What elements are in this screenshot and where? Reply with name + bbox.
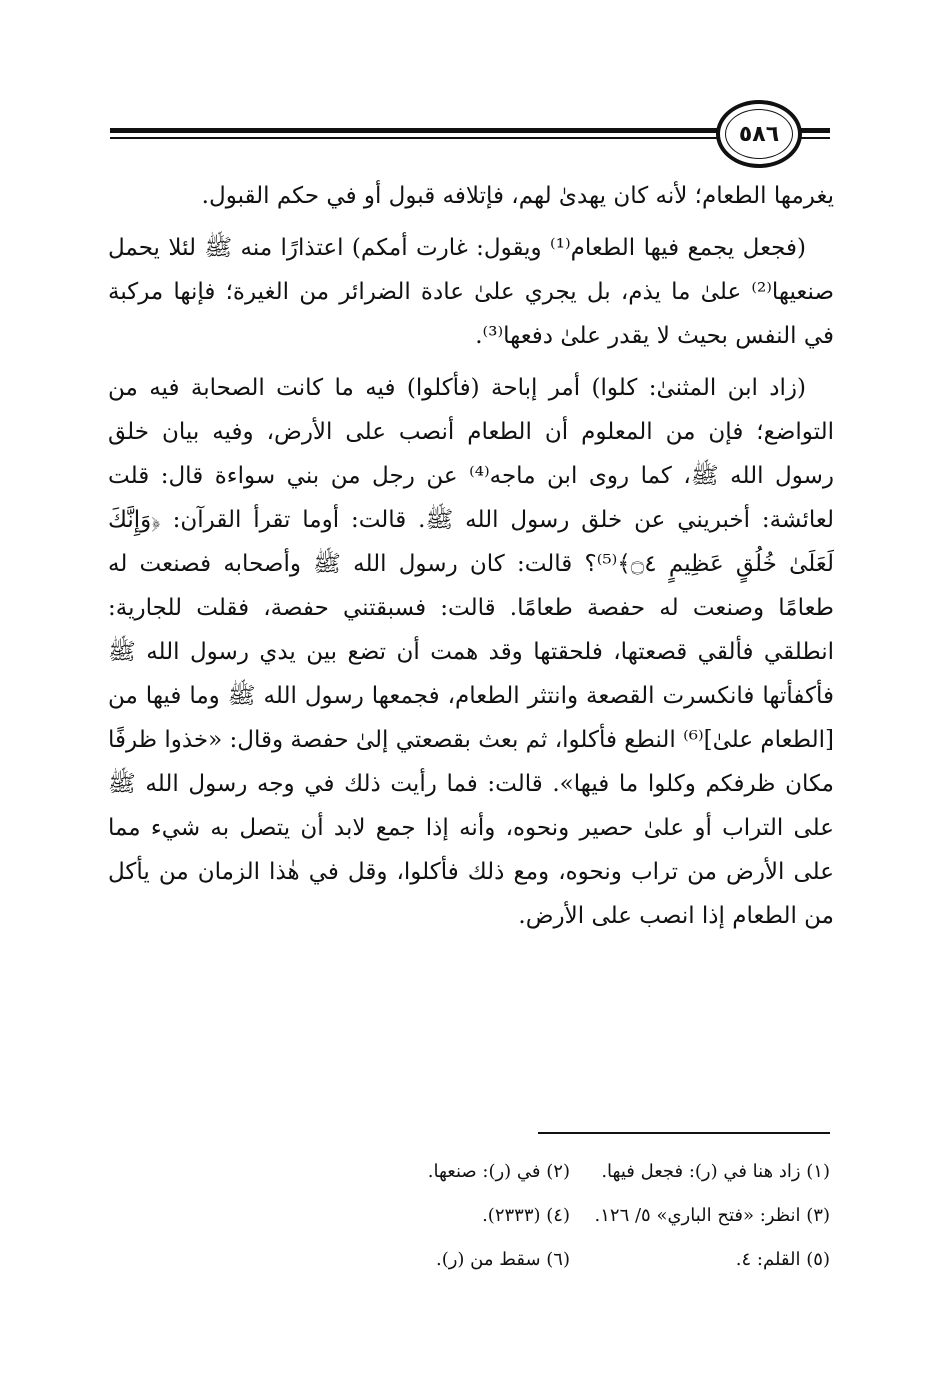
footnote-row	[108, 1238, 830, 1282]
page-number: ٥٨٦	[738, 121, 780, 147]
footnote-text: انظر: «فتح الباري» ٥/ ١٢٦.	[594, 1205, 801, 1226]
footnote-number: (٣)	[806, 1205, 830, 1226]
main-text	[108, 174, 834, 938]
footnote-3	[570, 1194, 830, 1238]
footnote-text: زاد هنا في (ر): فجعل فيها.	[601, 1161, 801, 1182]
footnote-number: (١)	[806, 1161, 830, 1182]
footnote-row	[108, 1194, 830, 1238]
footnote-text: سقط من (ر).	[436, 1249, 541, 1270]
footnote-number: (٦)	[546, 1249, 570, 1270]
footnote-separator	[538, 1132, 830, 1134]
paragraph-3: (زاد ابن المثنىٰ: كلوا) أمر إباحة (فأكلوا) فيه ما كانت الصحابة فيه من التواضع؛ فإن من المعلوم أن الطعام أنصب على الأرض، وفيه بيان خلق رسول الله ﷺ، كما روى ابن ماجه⁽⁴⁾ عن رجل من بني سواءة قال: قلت لعائشة: أخبريني عن خلق رسول الله ﷺ. قالت: أوما تقرأ القرآن: ﴿وَإِنَّكَ لَعَلَىٰ خُلُقٍ عَظِيمٍ ۝٤﴾⁽⁵⁾؟ قالت: كان رسول الله ﷺ وأصحابه فصنعت له طعامًا وصنعت له حفصة طعامًا. قالت: فسبقتني حفصة، فقلت للجارية: انطلقي فألقي قصعتها، فلحقتها وقد همت أن تضع بين يدي رسول الله ﷺ فأكفأتها فانكسرت القصعة وانتثر الطعام، فجمعها رسول الله ﷺ وما فيها من [الطعام علىٰ]⁽⁶⁾ النطع فأكلوا، ثم بعث بقصعتي إلىٰ حفصة وقال: «خذوا ظرفًا مكان ظرفكم وكلوا ما فيها». قالت: فما رأيت ذلك في وجه رسول الله ﷺ على التراب أو علىٰ حصير ونحوه، وأنه إذا جمع لابد أن يتصل به شيء مما على الأرض من تراب ونحوه، ومع ذلك فأكلوا، وقل في هٰذا الزمان من يأكل من الطعام إذا انصب على الأرض.	[108, 375, 834, 929]
footnote-number: (٢)	[546, 1161, 570, 1182]
paragraph-1: يغرمها الطعام؛ لأنه كان يهدىٰ لهم، فإتلافه قبول أو في حكم القبول.	[201, 183, 834, 209]
footnote-4	[370, 1194, 570, 1238]
header-rule-right	[800, 128, 830, 142]
footnote-row	[108, 1150, 830, 1194]
paragraph-2: (فجعل يجمع فيها الطعام⁽¹⁾ ويقول: غارت أمكم) اعتذارًا منه ﷺ لئلا يحمل صنعيها⁽²⁾ علىٰ ما يذم، بل يجري علىٰ عادة الضرائر من الغيرة؛ فإنها مركبة في النفس بحيث لا يقدر علىٰ دفعها⁽³⁾.	[108, 235, 834, 349]
footnote-5	[570, 1238, 830, 1282]
page-number-badge	[716, 100, 802, 168]
footnote-number: (٤)	[546, 1205, 570, 1226]
footnotes	[108, 1150, 830, 1282]
footnote-text: في (ر): صنعها.	[427, 1161, 541, 1182]
footnote-number: (٥)	[806, 1249, 830, 1270]
footnote-6	[370, 1238, 570, 1282]
header-rule	[110, 128, 718, 142]
footnote-1	[570, 1150, 830, 1194]
footnote-text: القلم: ٤.	[735, 1249, 801, 1270]
footnote-2	[370, 1150, 570, 1194]
footnote-text: (٢٣٣٣).	[482, 1205, 541, 1226]
